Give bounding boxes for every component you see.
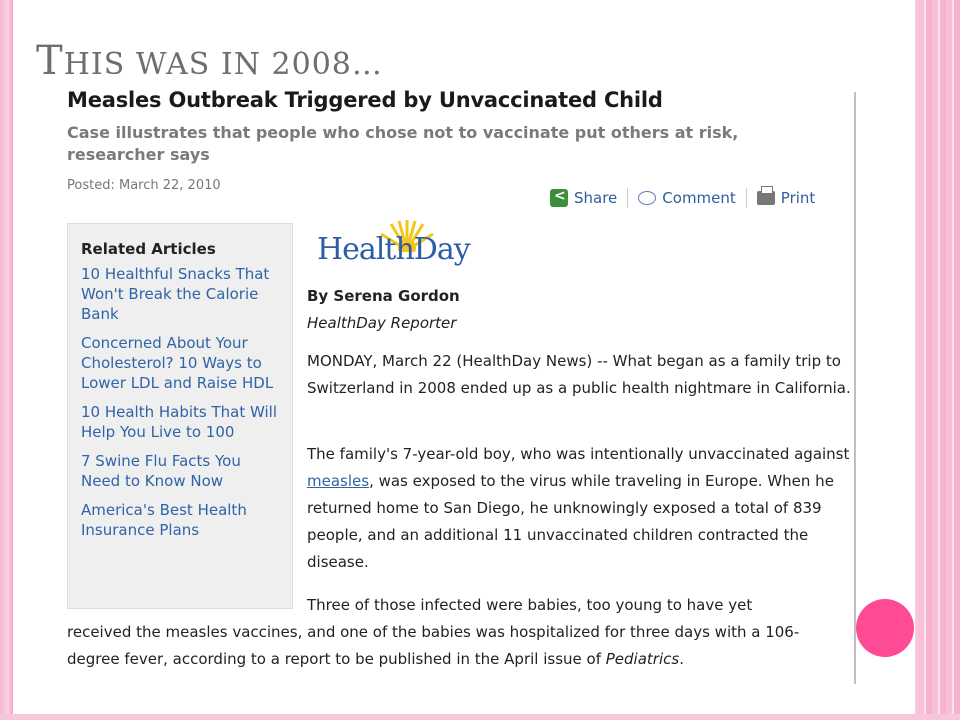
comment-label: Comment [662,189,736,207]
comment-button[interactable] [638,189,736,207]
decorative-circle [856,599,914,657]
journal-name: Pediatrics [605,650,680,668]
paragraph: Three of those infected were babies, too young to have yet [307,596,753,614]
paragraph [307,441,852,576]
slide-frame-right [918,0,960,720]
logo-text: HealthDay [317,232,470,267]
healthday-logo [317,222,497,272]
print-icon [757,191,775,205]
related-link[interactable]: America's Best Health Insurance Plans [81,501,247,539]
share-button[interactable] [550,189,617,207]
text: The family's 7-year-old boy, who was intentionally unvaccinated against [307,445,850,463]
share-label: Share [574,189,618,207]
article-actions [550,188,815,208]
reporter-role: HealthDay Reporter [307,314,457,332]
article-screenshot [62,84,856,684]
related-link[interactable]: 10 Health Habits That Will Help You Live to 100 [81,403,278,441]
paragraph-continued [67,619,847,673]
posted-label: Posted: [67,178,115,193]
share-icon [550,189,568,207]
byline: By Serena Gordon [307,287,460,305]
related-articles [67,223,293,609]
slide-title: THIS WAS IN 2008… [36,38,383,84]
print-button[interactable] [757,189,816,207]
related-heading: Related Articles [81,240,216,258]
related-link[interactable]: 7 Swine Flu Facts You Need to Know Now [81,452,241,490]
comment-icon [638,191,656,205]
posted-date [67,178,221,193]
posted-value: March 22, 2010 [118,178,221,193]
print-label: Print [780,189,816,207]
measles-link[interactable]: measles [307,472,370,490]
separator [627,188,628,208]
slide-frame-left [0,0,13,720]
slide-frame-bottom [0,714,960,720]
related-link[interactable]: Concerned About Your Cholesterol? 10 Ways to Lower LDL and Raise HDL [81,334,274,392]
article-headline: Measles Outbreak Triggered by Unvaccinated Child [67,88,663,112]
text: . [679,650,684,668]
text: , was exposed to the virus while traveling in Europe. When he returned home to San Diego, he unknowingly exposed a total of 839 people, and an additional 11 unvaccinated children contracted the disease. [307,472,834,571]
paragraph: MONDAY, March 22 (HealthDay News) -- What began as a family trip to Switzerland in 2008 ended up as a public health nightmare in California. [307,352,851,397]
text: received the measles vaccines, and one of the babies was hospitalized for three days with a 106-degree fever, according to a report to be published in the April issue of [67,623,800,668]
related-link[interactable]: 10 Healthful Snacks That Won't Break the Calorie Bank [81,265,270,323]
article-subhead: Case illustrates that people who chose not to vaccinate put others at risk, researcher says [67,123,739,164]
separator [746,188,747,208]
divider [854,92,856,684]
